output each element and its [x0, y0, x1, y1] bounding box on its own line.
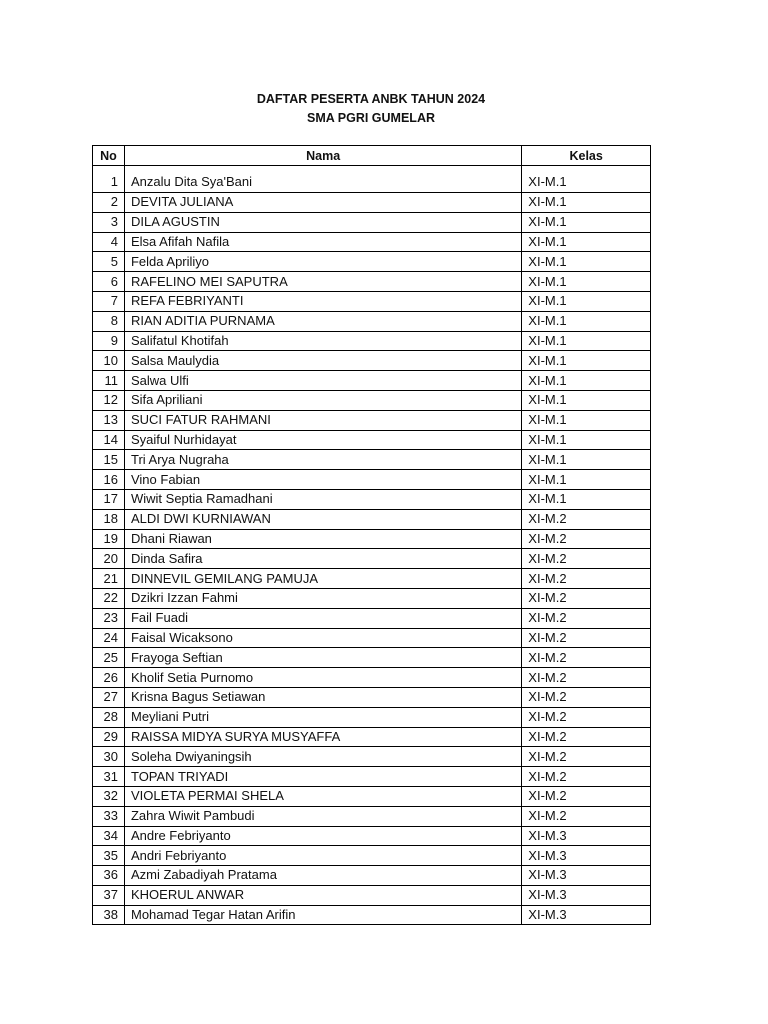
table-row	[93, 885, 651, 905]
class-name: XI-M.1	[522, 489, 651, 509]
table-row	[93, 826, 651, 846]
row-number: 2	[93, 193, 125, 213]
table-row	[93, 311, 651, 331]
row-number: 22	[93, 588, 125, 608]
participant-name: TOPAN TRIYADI	[124, 767, 521, 787]
row-number: 27	[93, 687, 125, 707]
participant-name: Dzikri Izzan Fahmi	[124, 588, 521, 608]
row-number: 28	[93, 707, 125, 727]
row-number: 23	[93, 608, 125, 628]
row-number: 1	[93, 166, 125, 193]
participant-name: DINNEVIL GEMILANG PAMUJA	[124, 569, 521, 589]
class-name: XI-M.2	[522, 727, 651, 747]
table-row	[93, 232, 651, 252]
table-row	[93, 252, 651, 272]
class-name: XI-M.1	[522, 410, 651, 430]
class-name: XI-M.3	[522, 826, 651, 846]
table-row	[93, 687, 651, 707]
table-row	[93, 668, 651, 688]
class-name: XI-M.2	[522, 549, 651, 569]
participant-name: Elsa Afifah Nafila	[124, 232, 521, 252]
participant-name: SUCI FATUR RAHMANI	[124, 410, 521, 430]
table-row	[93, 371, 651, 391]
participant-name: Sifa Apriliani	[124, 390, 521, 410]
table-row	[93, 727, 651, 747]
header-no: No	[93, 146, 125, 166]
class-name: XI-M.1	[522, 166, 651, 193]
class-name: XI-M.1	[522, 311, 651, 331]
row-number: 32	[93, 786, 125, 806]
participant-name: Azmi Zabadiyah Pratama	[124, 866, 521, 886]
class-name: XI-M.2	[522, 707, 651, 727]
row-number: 38	[93, 905, 125, 925]
table-row	[93, 390, 651, 410]
row-number: 21	[93, 569, 125, 589]
row-number: 6	[93, 272, 125, 292]
table-row	[93, 648, 651, 668]
table-row	[93, 489, 651, 509]
participant-name: Krisna Bagus Setiawan	[124, 687, 521, 707]
table-row	[93, 193, 651, 213]
participant-name: ALDI DWI KURNIAWAN	[124, 509, 521, 529]
participant-name: Felda Apriliyo	[124, 252, 521, 272]
class-name: XI-M.1	[522, 371, 651, 391]
participant-name: Soleha Dwiyaningsih	[124, 747, 521, 767]
row-number: 35	[93, 846, 125, 866]
class-name: XI-M.2	[522, 569, 651, 589]
row-number: 14	[93, 430, 125, 450]
participant-name: DILA AGUSTIN	[124, 212, 521, 232]
row-number: 15	[93, 450, 125, 470]
participant-name: Faisal Wicaksono	[124, 628, 521, 648]
class-name: XI-M.2	[522, 628, 651, 648]
table-row	[93, 166, 651, 193]
table-row	[93, 628, 651, 648]
participant-name: Andre Febriyanto	[124, 826, 521, 846]
participant-name: Mohamad Tegar Hatan Arifin	[124, 905, 521, 925]
class-name: XI-M.2	[522, 529, 651, 549]
row-number: 7	[93, 291, 125, 311]
header-nama: Nama	[124, 146, 521, 166]
class-name: XI-M.2	[522, 608, 651, 628]
row-number: 33	[93, 806, 125, 826]
row-number: 11	[93, 371, 125, 391]
row-number: 9	[93, 331, 125, 351]
participant-name: VIOLETA PERMAI SHELA	[124, 786, 521, 806]
participant-name: KHOERUL ANWAR	[124, 885, 521, 905]
row-number: 26	[93, 668, 125, 688]
participant-name: REFA FEBRIYANTI	[124, 291, 521, 311]
row-number: 12	[93, 390, 125, 410]
row-number: 25	[93, 648, 125, 668]
table-row	[93, 549, 651, 569]
class-name: XI-M.3	[522, 846, 651, 866]
row-number: 29	[93, 727, 125, 747]
participant-name: Tri Arya Nugraha	[124, 450, 521, 470]
class-name: XI-M.2	[522, 806, 651, 826]
row-number: 13	[93, 410, 125, 430]
class-name: XI-M.2	[522, 767, 651, 787]
table-row	[93, 509, 651, 529]
class-name: XI-M.2	[522, 786, 651, 806]
class-name: XI-M.1	[522, 390, 651, 410]
participant-name: RAISSA MIDYA SURYA MUSYAFFA	[124, 727, 521, 747]
table-row	[93, 608, 651, 628]
class-name: XI-M.1	[522, 232, 651, 252]
participant-name: RIAN ADITIA PURNAMA	[124, 311, 521, 331]
table-row	[93, 767, 651, 787]
class-name: XI-M.1	[522, 193, 651, 213]
row-number: 34	[93, 826, 125, 846]
row-number: 31	[93, 767, 125, 787]
table-row	[93, 866, 651, 886]
participant-name: Anzalu Dita Sya'Bani	[124, 166, 521, 193]
participant-name: Zahra Wiwit Pambudi	[124, 806, 521, 826]
table-row	[93, 470, 651, 490]
row-number: 20	[93, 549, 125, 569]
table-row	[93, 430, 651, 450]
header-kelas: Kelas	[522, 146, 651, 166]
table-row	[93, 450, 651, 470]
row-number: 18	[93, 509, 125, 529]
class-name: XI-M.1	[522, 450, 651, 470]
row-number: 16	[93, 470, 125, 490]
participant-name: Vino Fabian	[124, 470, 521, 490]
table-row	[93, 291, 651, 311]
school-name: SMA PGRI GUMELAR	[306, 111, 435, 125]
row-number: 8	[93, 311, 125, 331]
class-name: XI-M.2	[522, 648, 651, 668]
class-name: XI-M.3	[522, 905, 651, 925]
participant-name: DEVITA JULIANA	[124, 193, 521, 213]
class-name: XI-M.2	[522, 668, 651, 688]
row-number: 37	[93, 885, 125, 905]
table-row	[93, 747, 651, 767]
table-body	[93, 166, 651, 925]
row-number: 5	[93, 252, 125, 272]
table-row	[93, 272, 651, 292]
class-name: XI-M.1	[522, 212, 651, 232]
row-number: 3	[93, 212, 125, 232]
row-number: 17	[93, 489, 125, 509]
participant-name: Wiwit Septia Ramadhani	[124, 489, 521, 509]
table-header-row	[93, 146, 651, 166]
table-row	[93, 529, 651, 549]
participant-name: Frayoga Seftian	[124, 648, 521, 668]
class-name: XI-M.1	[522, 291, 651, 311]
table-row	[93, 806, 651, 826]
class-name: XI-M.1	[522, 430, 651, 450]
table-row	[93, 846, 651, 866]
table-row	[93, 786, 651, 806]
table-row	[93, 905, 651, 925]
table-row	[93, 351, 651, 371]
row-number: 4	[93, 232, 125, 252]
participant-name: RAFELINO MEI SAPUTRA	[124, 272, 521, 292]
row-number: 30	[93, 747, 125, 767]
participant-name: Andri Febriyanto	[124, 846, 521, 866]
class-name: XI-M.1	[522, 470, 651, 490]
participant-table	[92, 145, 651, 925]
class-name: XI-M.1	[522, 272, 651, 292]
table-row	[93, 212, 651, 232]
participant-name: Fail Fuadi	[124, 608, 521, 628]
table-row	[93, 588, 651, 608]
document-title: DAFTAR PESERTA ANBK TAHUN 2024	[256, 92, 486, 106]
participant-name: Syaiful Nurhidayat	[124, 430, 521, 450]
table-row	[93, 331, 651, 351]
participant-name: Salwa Ulfi	[124, 371, 521, 391]
participant-name: Salsa Maulydia	[124, 351, 521, 371]
class-name: XI-M.3	[522, 866, 651, 886]
class-name: XI-M.1	[522, 252, 651, 272]
participant-name: Dinda Safira	[124, 549, 521, 569]
table-row	[93, 707, 651, 727]
table-row	[93, 410, 651, 430]
participant-name: Dhani Riawan	[124, 529, 521, 549]
row-number: 10	[93, 351, 125, 371]
class-name: XI-M.2	[522, 509, 651, 529]
row-number: 36	[93, 866, 125, 886]
row-number: 24	[93, 628, 125, 648]
class-name: XI-M.2	[522, 747, 651, 767]
participant-name: Salifatul Khotifah	[124, 331, 521, 351]
table-row	[93, 569, 651, 589]
class-name: XI-M.1	[522, 351, 651, 371]
class-name: XI-M.2	[522, 687, 651, 707]
class-name: XI-M.3	[522, 885, 651, 905]
row-number: 19	[93, 529, 125, 549]
class-name: XI-M.2	[522, 588, 651, 608]
participant-name: Kholif Setia Purnomo	[124, 668, 521, 688]
participant-name: Meyliani Putri	[124, 707, 521, 727]
class-name: XI-M.1	[522, 331, 651, 351]
